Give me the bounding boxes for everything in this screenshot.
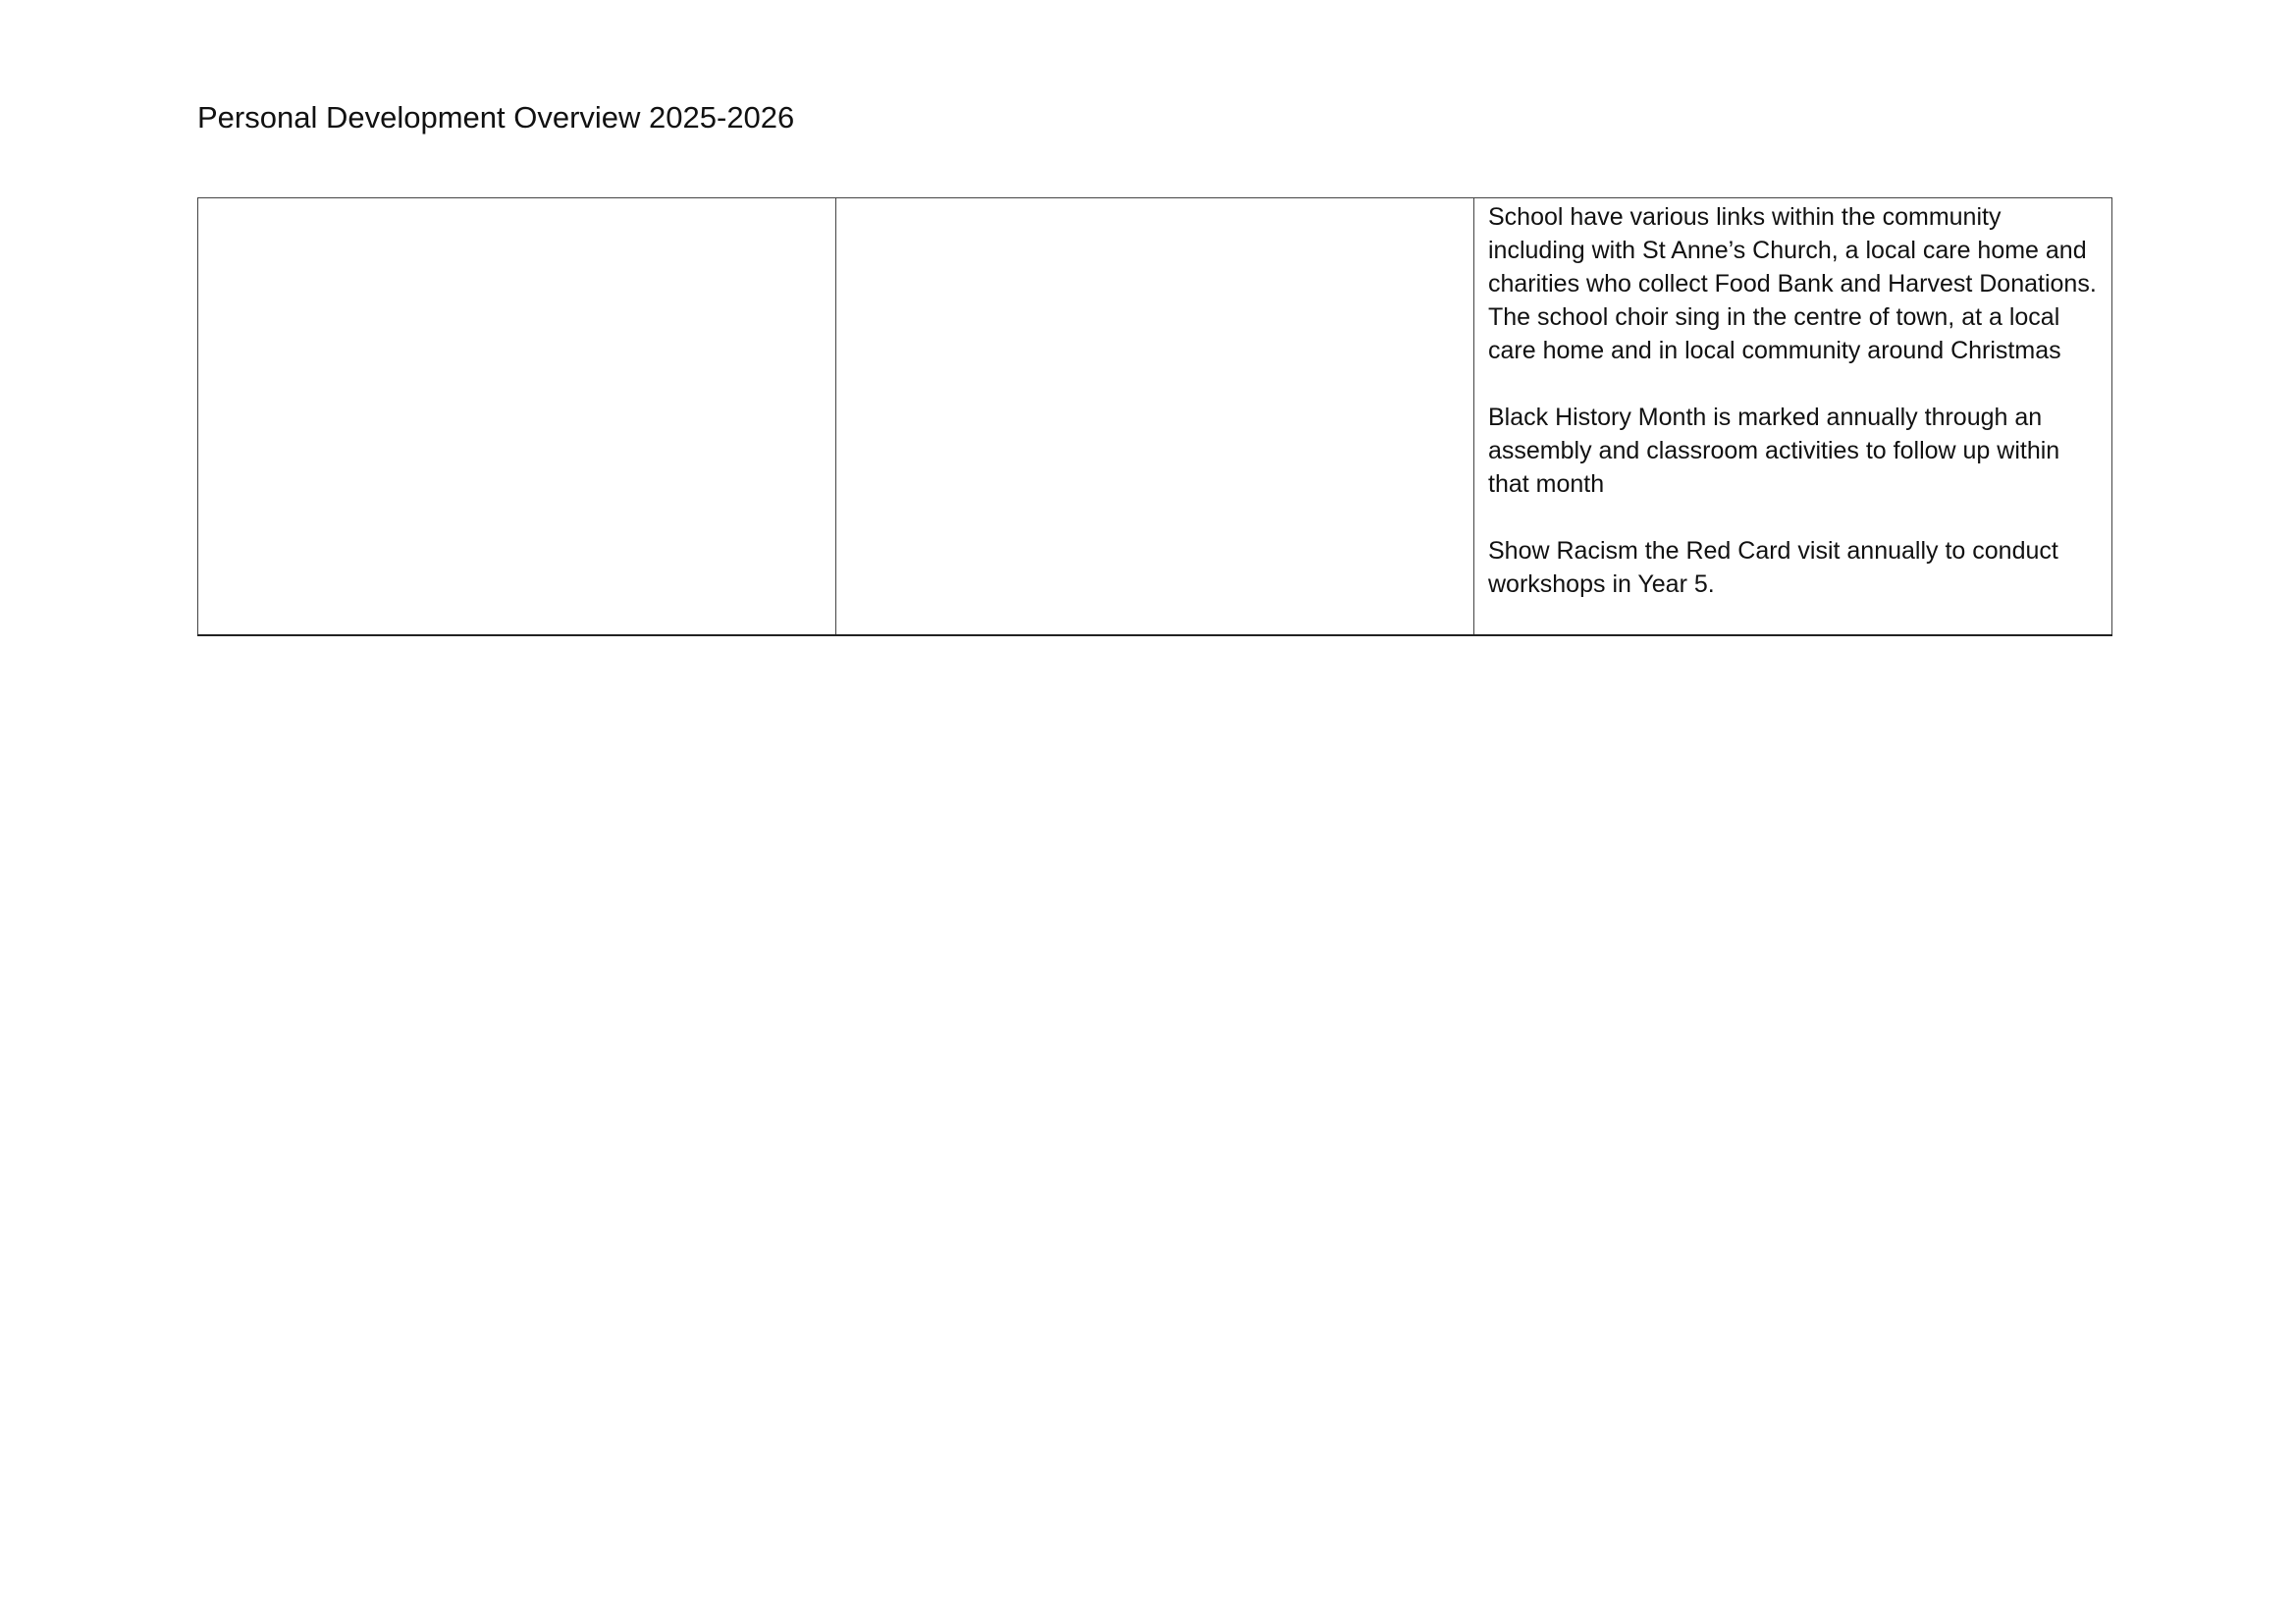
page-title: Personal Development Overview 2025-2026	[197, 100, 795, 135]
black-history-month-paragraph: Black History Month is marked annually through an assembly and classroom activities to follow up within that month	[1488, 404, 2060, 498]
community-links-paragraph: School have various links within the community including with St Anne’s Church, a local care home and charities who collect Food Bank and Harvest Donations. The school choir sing in the centre of town, at a local care home and in local community around Christmas	[1488, 203, 2097, 364]
table-cell-col-2	[836, 198, 1474, 636]
table-cell-col-1	[198, 198, 836, 636]
overview-table	[197, 197, 2112, 636]
table-cell-col-3	[1474, 198, 2112, 636]
table-row	[198, 198, 2112, 636]
show-racism-red-card-paragraph: Show Racism the Red Card visit annually to conduct workshops in Year 5.	[1488, 537, 2058, 598]
